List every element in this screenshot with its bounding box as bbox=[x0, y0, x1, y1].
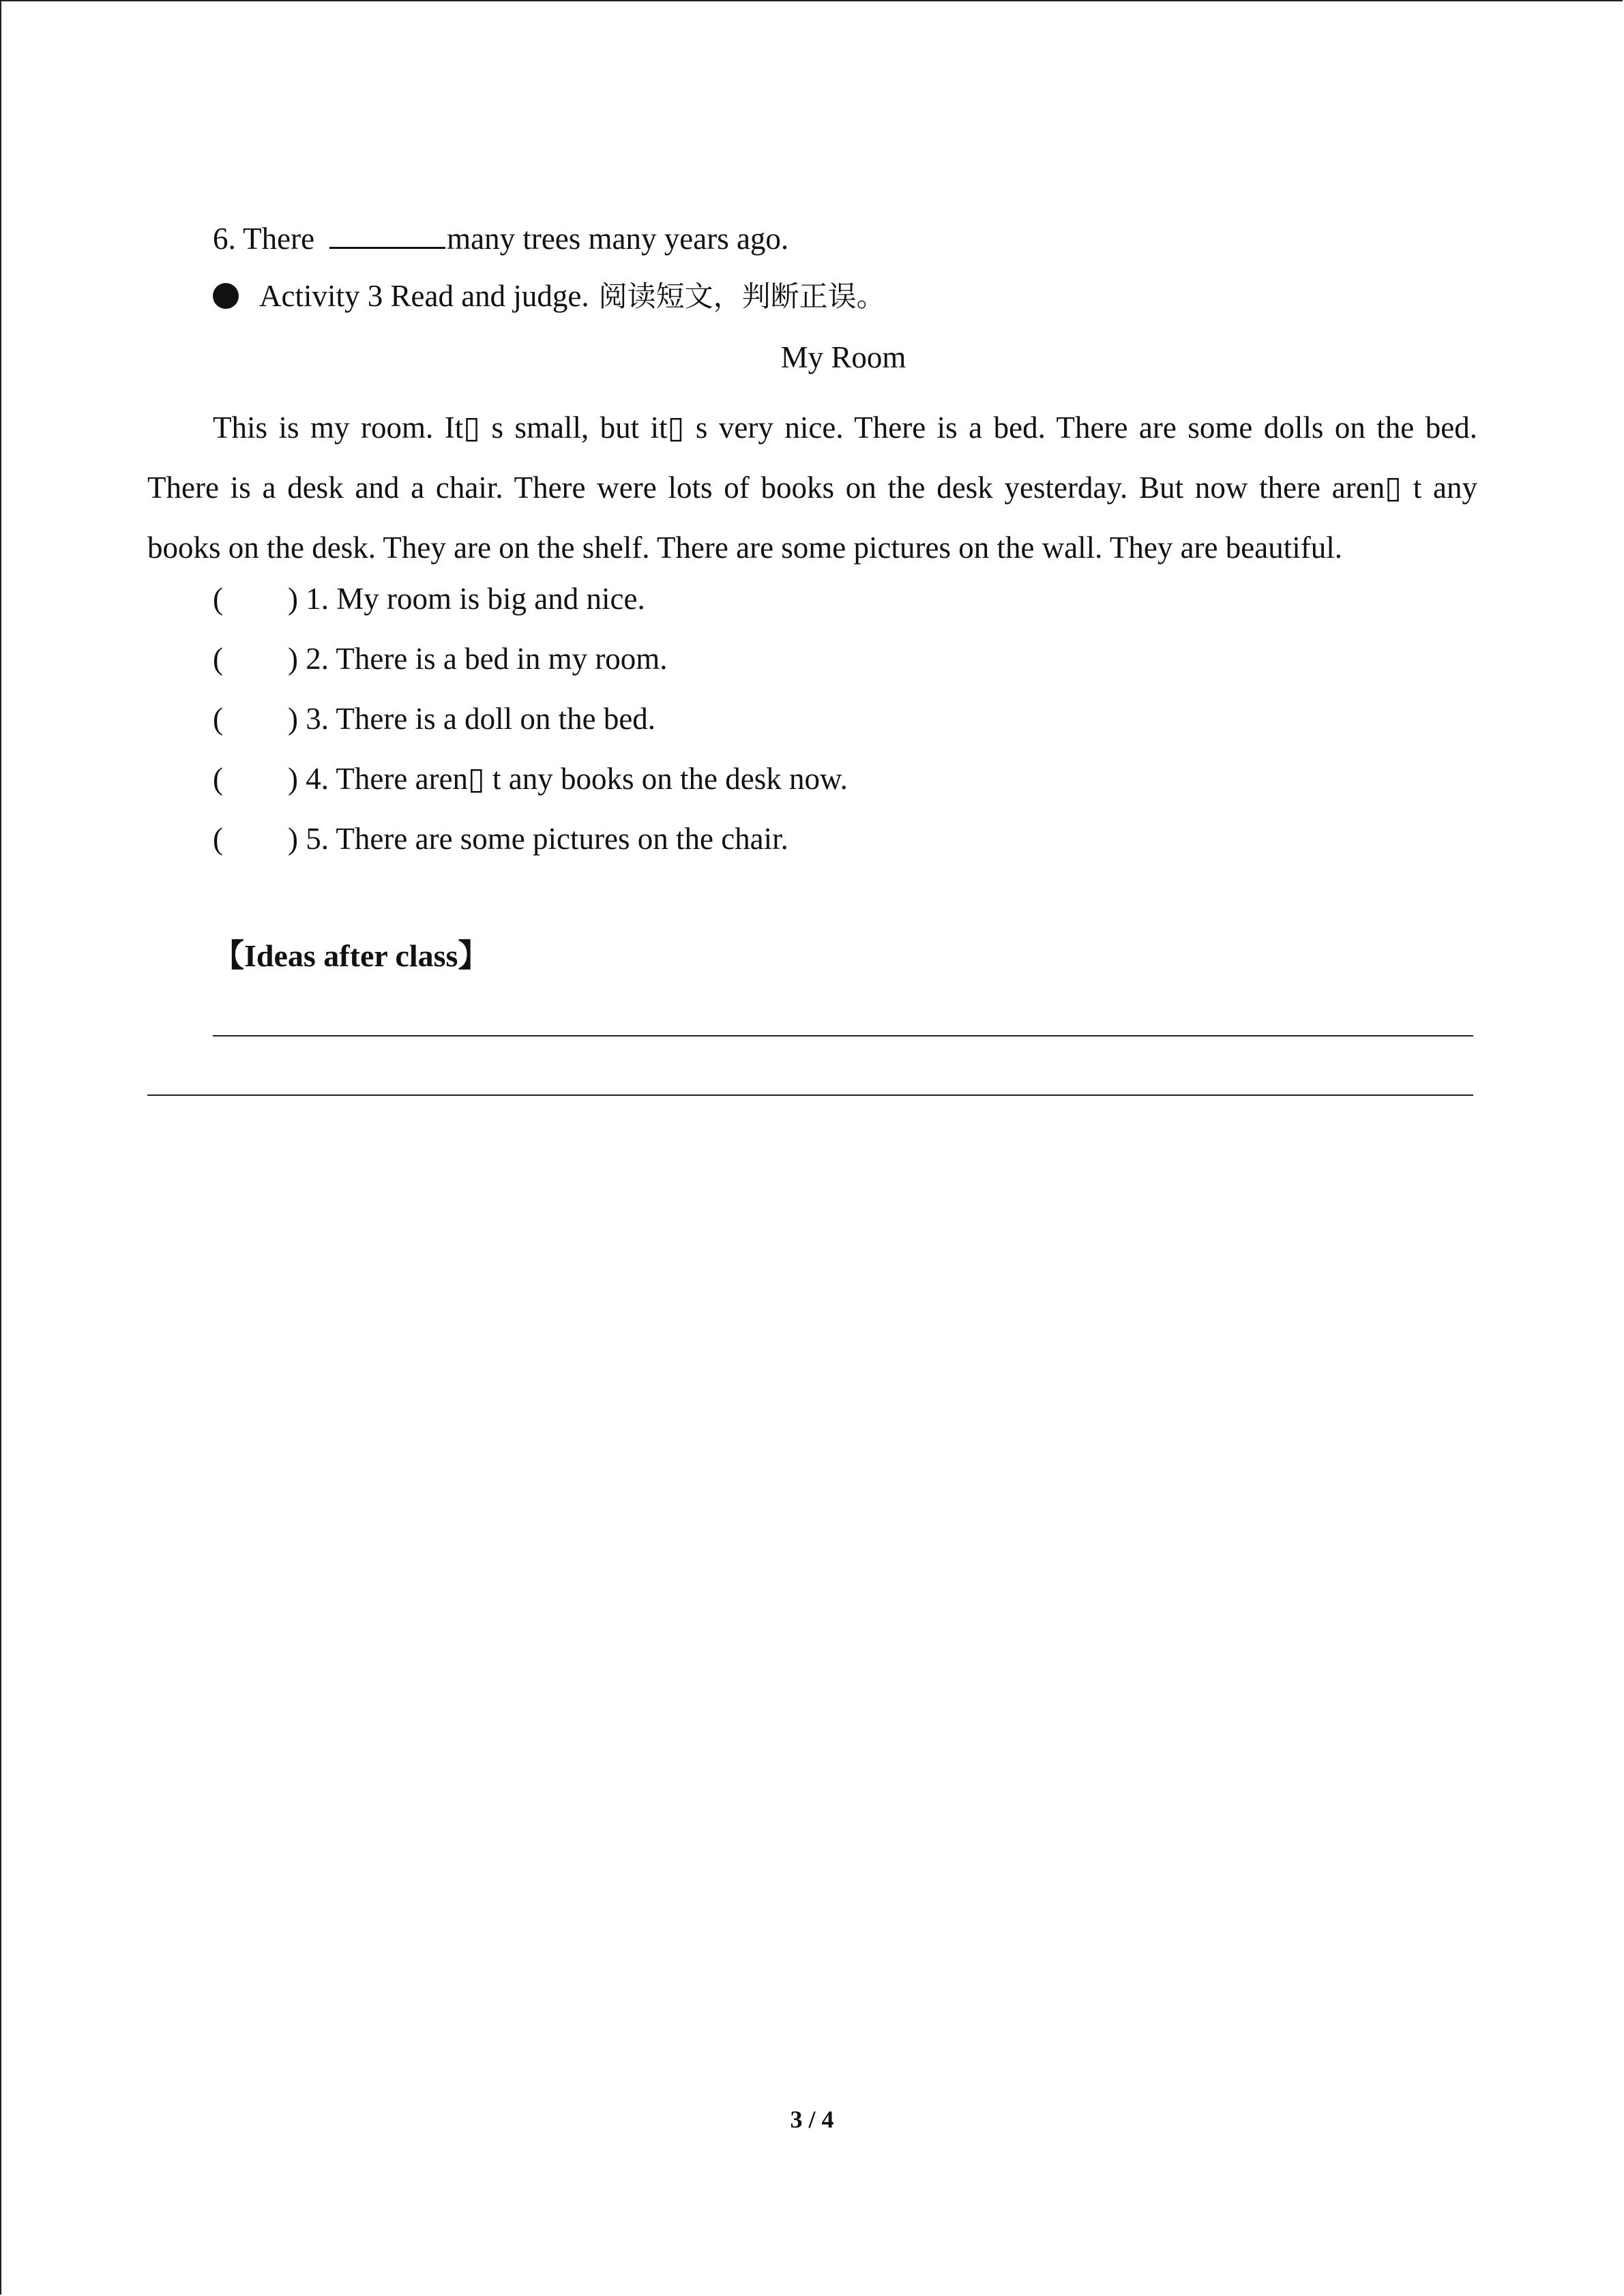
judge-item: ( ) 1. My room is big and nice. bbox=[213, 578, 645, 619]
activity-label: Activity 3 Read and judge. bbox=[259, 279, 589, 313]
question-6 bbox=[213, 217, 788, 259]
answer-line[interactable] bbox=[147, 1094, 1473, 1096]
answer-paren[interactable]: ( bbox=[213, 702, 223, 736]
passage-text: This is my room. It▯ s small, but it▯ s very nice. There is a bed. There are some dolls on the bed. There is a desk and a chair. There were lots of books on the desk yesterday. But now there aren▯ t any books on the desk. They are on the shelf. There are some pictures on the wall. They are beautiful. bbox=[147, 411, 1477, 565]
answer-paren[interactable]: ( bbox=[213, 822, 223, 856]
activity-heading bbox=[213, 275, 885, 317]
ideas-heading: 【Ideas after class】 bbox=[213, 938, 490, 973]
question-6-suffix: many trees many years ago. bbox=[447, 222, 789, 256]
judge-item: ( ) 2. There is a bed in my room. bbox=[213, 638, 668, 679]
judge-item-text: 2. There is a bed in my room. bbox=[306, 642, 668, 676]
judge-item-text: 4. There aren▯ t any books on the desk now. bbox=[306, 762, 848, 796]
answer-paren[interactable]: ( bbox=[213, 582, 223, 616]
activity-instruction: 阅读短文，判断正误。 bbox=[598, 280, 885, 313]
page-number: 3 / 4 bbox=[790, 2106, 834, 2133]
answer-paren[interactable]: ( bbox=[213, 642, 223, 676]
answer-paren[interactable]: ( bbox=[213, 762, 223, 796]
judge-item: ( ) 4. There aren▯ t any books on the desk now. bbox=[213, 758, 848, 799]
judge-item-text: 3. There is a doll on the bed. bbox=[306, 702, 656, 736]
passage-title: My Room bbox=[780, 340, 906, 374]
question-6-prefix: 6. There bbox=[213, 222, 315, 256]
judge-item: ( ) 5. There are some pictures on the chair. bbox=[213, 818, 788, 859]
judge-item: ( ) 3. There is a doll on the bed. bbox=[213, 698, 655, 739]
question-6-blank[interactable] bbox=[329, 217, 445, 249]
judge-item-text: 1. My room is big and nice. bbox=[306, 582, 645, 616]
bullet-icon bbox=[213, 283, 239, 309]
answer-line[interactable] bbox=[213, 1035, 1473, 1037]
judge-item-text: 5. There are some pictures on the chair. bbox=[306, 822, 788, 856]
